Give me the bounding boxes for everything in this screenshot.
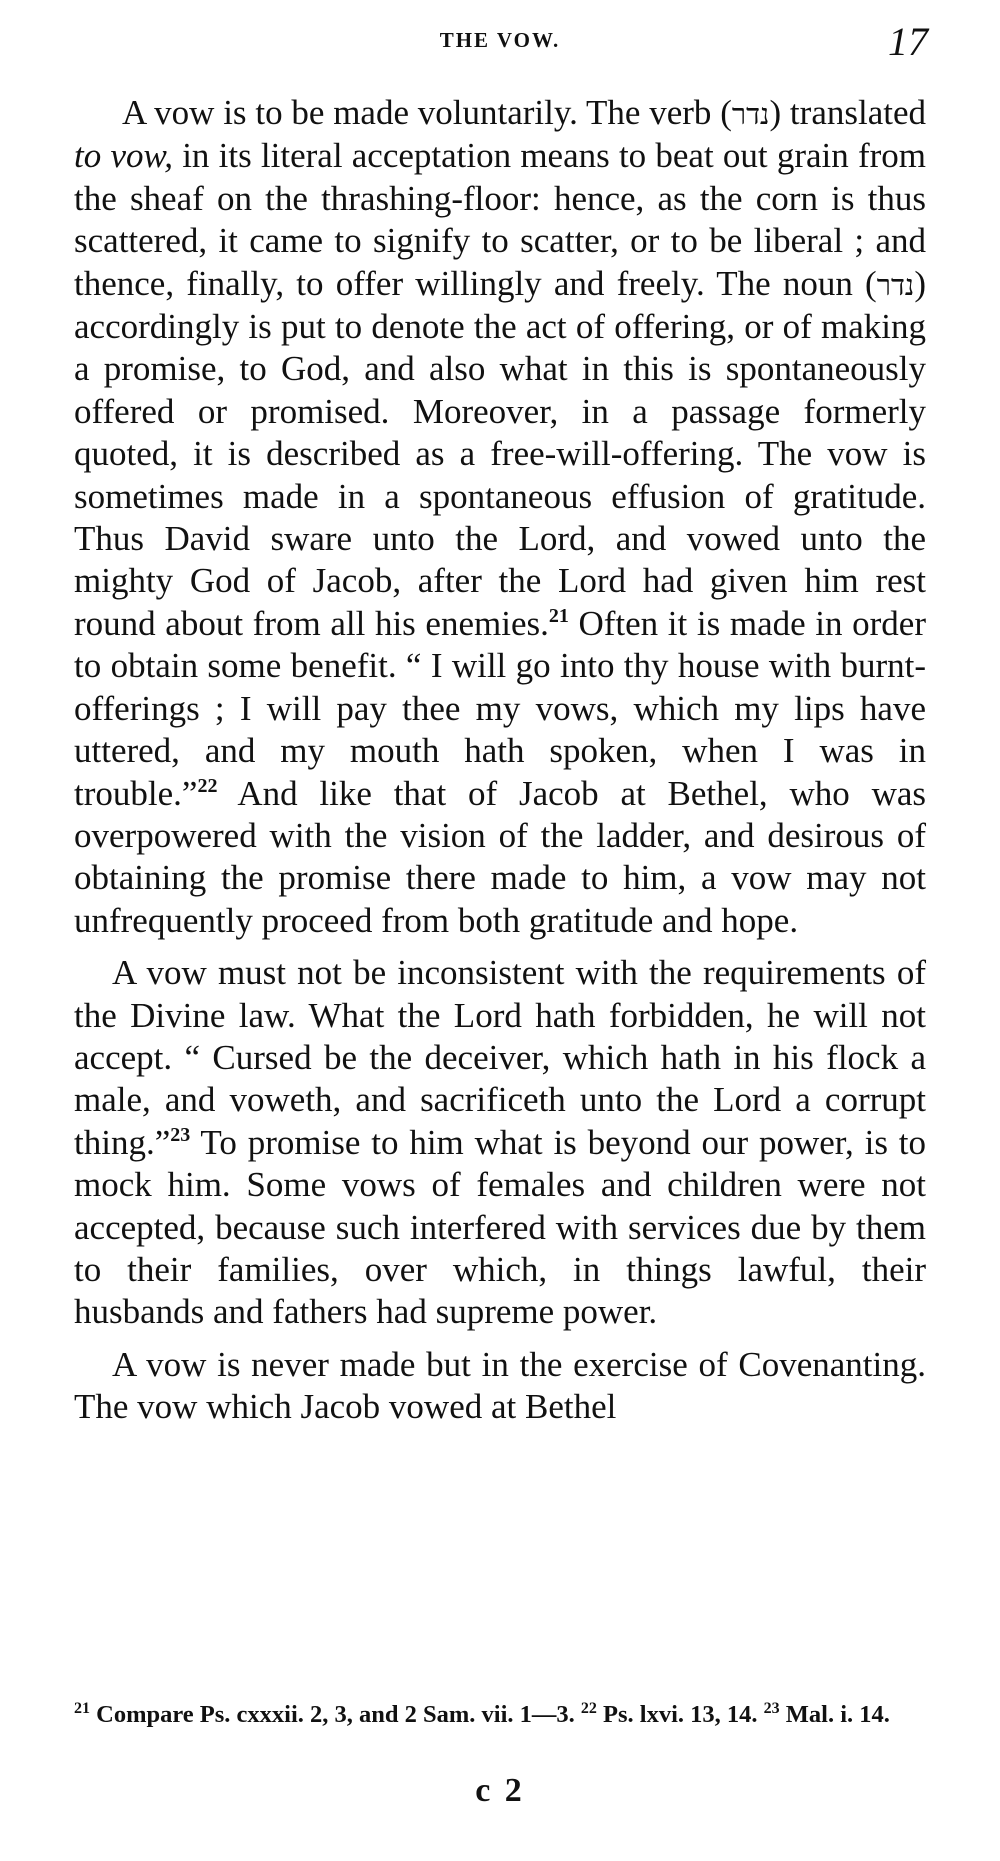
page-number: 17 xyxy=(888,19,928,64)
paragraph-2 xyxy=(74,952,926,1334)
page-header xyxy=(0,19,1000,64)
text-run: A vow is to be made voluntarily. The verb ( xyxy=(122,93,732,132)
hebrew-word: נדר xyxy=(731,97,770,131)
paragraph-3 xyxy=(74,1344,926,1429)
footnote-text-23: Mal. i. 14. xyxy=(779,1701,890,1728)
text-run: Often it is made in order to obtain some benefit. “ I will go into thy house with burnt-offerings ; I will pay thee my vows, which my lips have uttered, and my mouth hath spoken, when I was in trouble.” xyxy=(74,603,926,813)
footnote-mark-21: 21 xyxy=(74,1700,90,1717)
text-run: And like that of Jacob at Bethel, who was overpowered with the vision of the ladder, and desirous of obtaining the promise there made to him, a vow may not unfrequently proceed from both gratitude and hope. xyxy=(74,773,926,940)
text-run: A vow is never made but in the exercise of Covenanting. The vow which Jacob vowed at Bethel xyxy=(74,1344,926,1427)
footnote-text-21: Compare Ps. cxxxii. 2, 3, and 2 Sam. vii. 1—3. xyxy=(90,1701,581,1728)
footnote-ref-23: 23 xyxy=(170,1123,191,1146)
footnote-ref-22: 22 xyxy=(197,774,218,797)
paragraph-1 xyxy=(74,92,926,942)
hebrew-word: נדר xyxy=(876,267,915,302)
footnote-mark-22: 22 xyxy=(580,1700,597,1717)
body-text xyxy=(74,92,926,1439)
italic-term: to vow, xyxy=(74,136,173,176)
running-head: THE VOW. xyxy=(439,28,561,52)
text-run: in its literal acceptation means to beat out grain from the sheaf on the thrashing-floor: hence, as the corn is thus scattered, it came to signify to scatter, or to be liberal ; and thence, finally, to offer willingly and freely. The noun ( xyxy=(74,136,926,303)
text-run: ) accordingly is put to denote the act of offering, or of making a promise, to God, and also what in this is spontaneously offered or promised. Moreover, in a passage formerly quoted, it is described as a free-will-offering. The vow is sometimes made in a spontaneous effusion of gratitude. Thus David sware unto the Lord, and vowed unto the mighty God of Jacob, after the Lord had given him rest round about from all his enemies. xyxy=(74,263,926,643)
footnote-ref-21: 21 xyxy=(548,604,569,627)
footnote-mark-23: 23 xyxy=(763,1700,780,1717)
footnotes xyxy=(74,1698,926,1731)
text-run: A vow must not be inconsistent with the requirements of the Divine law. What the Lord hath forbidden, he will not accept. “ Cursed be the deceiver, which hath in his flock a male, and voweth, and sacrificeth unto the Lord a corrupt thing.” xyxy=(74,953,926,1162)
signature-mark: c 2 xyxy=(475,1772,525,1809)
footnote-text-22: Ps. lxvi. 13, 14. xyxy=(596,1701,764,1728)
text-run: ) translated xyxy=(769,93,926,132)
text-run: To promise to him what is beyond our power, is to mock him. Some vows of females and children were not accepted, because such interfered with services due by them to their families, over which, in things lawful, their husbands and fathers had supreme power. xyxy=(74,1122,926,1332)
